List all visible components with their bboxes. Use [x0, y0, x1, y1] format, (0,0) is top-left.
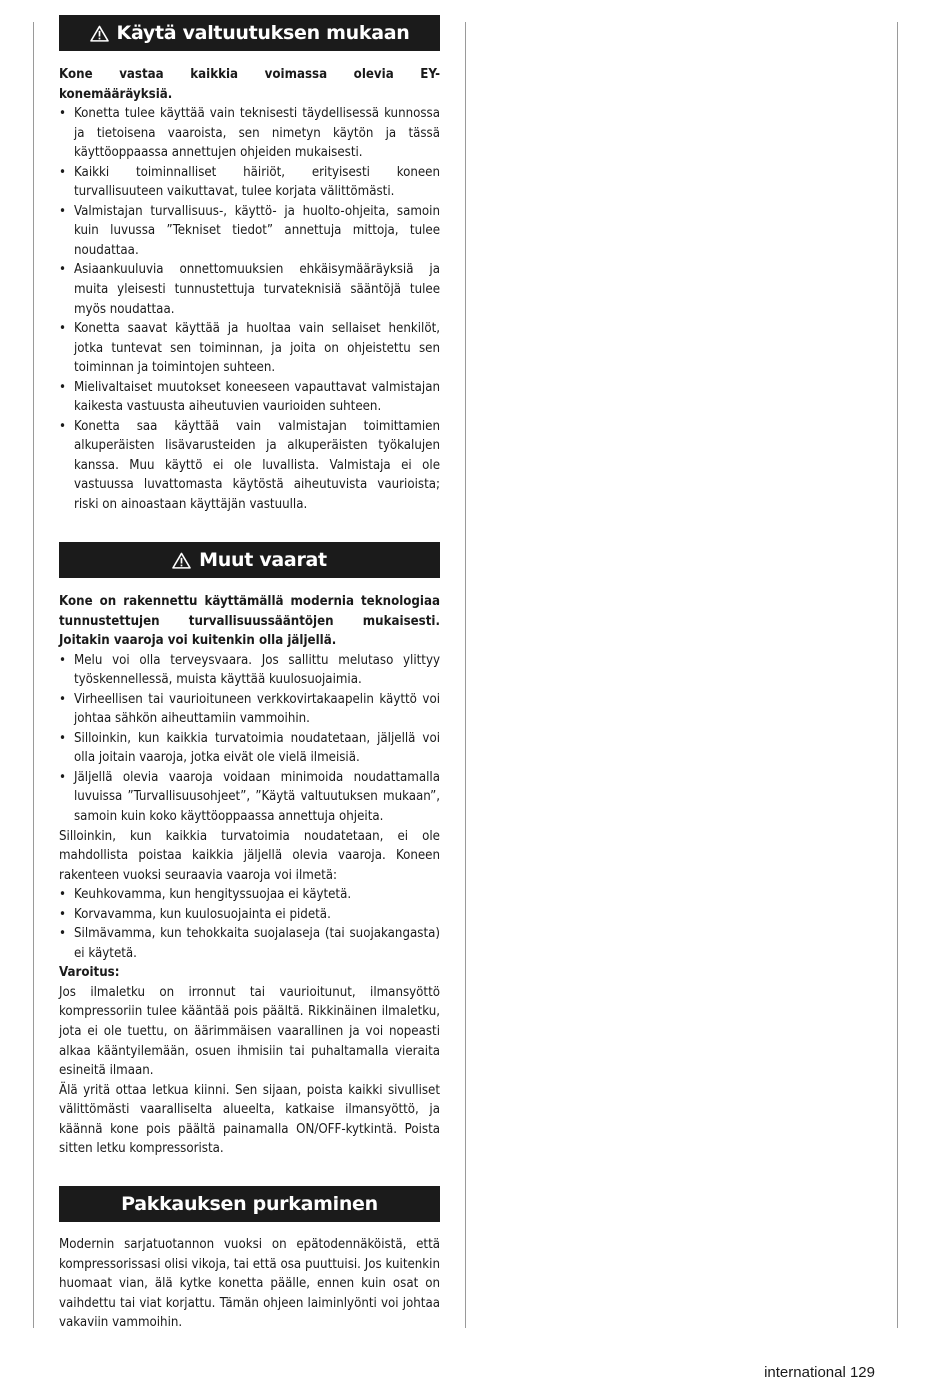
list-item: • Mielivaltaiset muutokset koneeseen vapauttavat valmistajan kaikesta vastuusta aiheutuvien vaurioiden suhteen.: [59, 378, 440, 417]
list-item: • Konetta saavat käyttää ja huoltaa vain sellaiset henkilöt, jotka tuntevat sen toiminnan, ja joita on ohjeistettu sen toiminnan ja toimintojen suhteen.: [59, 319, 440, 378]
warning-paragraph: Jos ilmaletku on irronnut tai vaurioitunut, ilmansyöttö kompressoriin tulee kääntää pois päältä. Rikkinäinen ilmaletku, jota ei ole tuettu, on äärimmäisen vaarallinen ja voi nopeasti alkaa kääntyilemään, osuen ihmisiin tai puhaltamalla vieraita esineitä ilmaan.: [59, 984, 440, 1079]
list-item: • Silloinkin, kun kaikkia turvatoimia noudatetaan, jäljellä voi olla joitain vaaroja, jotka eivät ole vielä ilmeisiä.: [59, 729, 440, 768]
warning-paragraph: Älä yritä ottaa letkua kiinni. Sen sijaan, poista kaikki sivulliset välittömästi vaaralliselta alueelta, katkaise ilmansyöttö, ja käännä kone pois päältä painamalla ON/OFF-kytkintä. Poista sitten letku kompressorista.: [59, 1082, 440, 1157]
section-header-unpacking: [59, 1186, 440, 1222]
list-item: • Korvavamma, kun kuulosuojainta ei pidetä.: [59, 905, 440, 925]
list-item: • Melu voi olla terveysvaara. Jos sallittu melutaso ylittyy työskennellessä, muista käyttää kuulosuojaimia.: [59, 651, 440, 690]
list-item: • Konetta saa käyttää vain valmistajan toimittamien alkuperäisten lisävarusteiden ja alkuperäisten työkalujen kanssa. Muu käyttö ei ole luvallista. Valmistaja ei ole vastuussa luvattomasta käytöstä aiheutuvista vaurioista; riski on ainoastaan käyttäjän vastuulla.: [59, 417, 440, 515]
body-paragraph: Silloinkin, kun kaikkia turvatoimia noudatetaan, ei ole mahdollista poistaa kaikkia jäljellä olevia vaaroja. Koneen rakenteen vuoksi seuraavia vaaroja voi ilmetä:: [59, 828, 440, 883]
section-header-residual-risks: [59, 542, 440, 578]
lead-text: Kone on rakennettu käyttämällä modernia teknologiaa tunnustettujen turvallisuussääntöjen mukaisesti. Joitakin vaaroja voi kuitenkin olla jäljellä.: [59, 594, 440, 649]
list-item: • Virheellisen tai vaurioituneen verkkovirtakaapelin käyttö voi johtaa sähkön aiheuttamiin vammoihin.: [59, 690, 440, 729]
section-title: Käytä valtuutuksen mukaan: [116, 22, 410, 44]
section-body-unpacking: [59, 1235, 440, 1333]
page-number: international 129: [764, 1364, 875, 1381]
list-item: • Jäljellä olevia vaaroja voidaan minimoida noudattamalla luvuissa ”Turvallisuusohjeet”, ”Käytä valtuutuksen mukaan”, samoin kuin koko käyttöoppaassa annettuja ohjeita.: [59, 768, 440, 827]
list-item: • Keuhkovamma, kun hengityssuojaa ei käytetä.: [59, 885, 440, 905]
list-item: • Valmistajan turvallisuus-, käyttö- ja huolto-ohjeita, samoin kuin luvussa ”Tekniset tiedot” annettuja mittoja, tulee noudattaa.: [59, 202, 440, 261]
section-title: Muut vaarat: [199, 549, 327, 571]
section-body-residual-risks: [59, 592, 440, 1159]
column-rule-left: [33, 22, 34, 1328]
warning-triangle-icon: [172, 552, 191, 569]
body-paragraph: Modernin sarjatuotannon vuoksi on epätodennäköistä, että kompressorissasi olisi vikoja, tai että osa puuttuisi. Jos kuitenkin huomaat vian, älä kytke konetta päälle, ennen kuin osat on vaihdettu tai viat korjattu. Tämän ohjeen laiminlyönti voi johtaa vakaviin vammoihin.: [59, 1237, 440, 1331]
list-item: • Kaikki toiminnalliset häiriöt, erityisesti koneen turvallisuuteen vaikuttavat, tulee korjata välittömästi.: [59, 163, 440, 202]
list-item: • Asiaankuuluvia onnettomuuksien ehkäisymääräyksiä ja muita yleisesti tunnustettuja turvateknisiä sääntöjä tulee myös noudattaa.: [59, 260, 440, 319]
list-item: • Silmävamma, kun tehokkaita suojalaseja (tai suojakangasta) ei käytetä.: [59, 924, 440, 963]
list-item: • Konetta tulee käyttää vain teknisesti täydellisessä kunnossa ja tietoisena vaaroista, sen nimetyn käytön ja tässä käyttöoppaassa annettujen ohjeiden mukaisesti.: [59, 104, 440, 163]
warning-triangle-icon: [90, 25, 109, 42]
column-rule-middle: [465, 22, 466, 1328]
section-title: Pakkauksen purkaminen: [121, 1193, 378, 1215]
section-body-authorized-use: [59, 65, 440, 515]
warning-label: Varoitus:: [59, 965, 120, 981]
column-rule-right: [897, 22, 898, 1328]
section-header-authorized-use: [59, 15, 440, 51]
lead-text: Kone vastaa kaikkia voimassa olevia EY-konemääräyksiä.: [59, 67, 440, 102]
